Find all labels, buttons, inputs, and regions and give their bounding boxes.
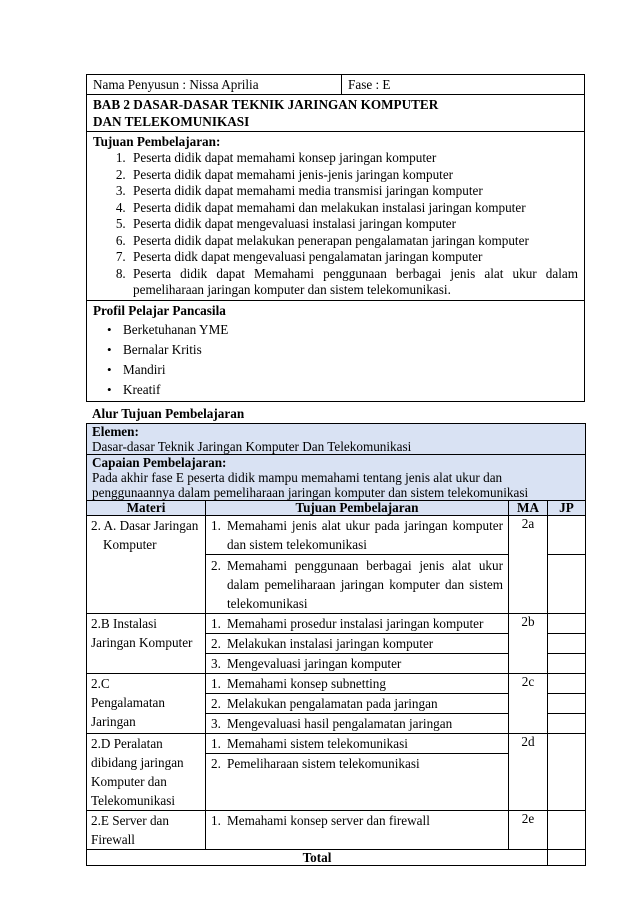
goals-cell xyxy=(206,674,509,734)
goal-item: 1. Memahami jenis alat ukur pada jaringan komputer dan sistem telekomunikasi xyxy=(211,518,503,552)
col-header-materi: Materi xyxy=(87,501,206,516)
goal-item: 1. Memahami konsep subnetting xyxy=(211,676,386,691)
objective-item: 1. Peserta didik dapat memahami konsep jaringan komputer xyxy=(129,150,578,167)
jp-cell xyxy=(548,614,586,674)
profile-heading: Profil Pelajar Pancasila xyxy=(93,302,226,318)
phase-cell: Fase : E xyxy=(342,75,585,95)
achievement-value: Pada akhir fase E peserta didik mampu memahami tentang jenis alat ukur dan penggunaannya dalam pemeliharaan jaringan komputer dan sistem telekomunikasi xyxy=(92,470,529,500)
jp-cell xyxy=(548,674,586,734)
goal-item: 1. Memahami konsep server dan firewall xyxy=(211,813,430,828)
profile-item: • Mandiri xyxy=(123,360,578,380)
objectives-list xyxy=(93,150,578,299)
achievement-label: Capaian Pembelajaran: xyxy=(92,455,227,470)
flow-table xyxy=(86,423,586,866)
element-label: Elemen: xyxy=(92,424,139,439)
jp-cell xyxy=(548,811,586,850)
materi-cell: 2.E Server dan Firewall xyxy=(87,811,206,850)
goal-item: 3. Mengevaluasi jaringan komputer xyxy=(206,653,508,673)
goals-cell xyxy=(206,516,509,614)
goal-item: 2. Melakukan pengalamatan pada jaringan xyxy=(206,693,508,713)
goal-item: 1. Memahami prosedur instalasi jaringan komputer xyxy=(211,616,484,631)
chapter-title: BAB 2 DASAR-DASAR TEKNIK JARINGAN KOMPUTER DAN TELEKOMUNIKASI xyxy=(87,95,585,132)
materi-cell: 2.C Pengalamatan Jaringan xyxy=(87,674,206,734)
ma-cell: 2d xyxy=(509,734,548,811)
objective-item: 2. Peserta didik dapat memahami jenis-jenis jaringan komputer xyxy=(129,167,578,184)
total-jp-cell xyxy=(548,850,586,866)
info-table xyxy=(86,74,585,402)
profile-list xyxy=(93,320,578,400)
objective-item: 6. Peserta didik dapat melakukan penerapan pengalamatan jaringan komputer xyxy=(129,233,578,250)
materi-cell: 2.B Instalasi Jaringan Komputer xyxy=(87,614,206,674)
materi-cell: 2.D Peralatan dibidang jaringan Komputer dan Telekomunikasi xyxy=(87,734,206,811)
goals-cell xyxy=(206,614,509,674)
profile-item: • Kreatif xyxy=(123,380,578,400)
goals-cell xyxy=(206,734,509,811)
profile-item: • Berketuhanan YME xyxy=(123,320,578,340)
profile-item: • Bernalar Kritis xyxy=(123,340,578,360)
goal-item: 2. Pemeliharaan sistem telekomunikasi xyxy=(206,753,508,773)
objective-item: 3. Peserta didik dapat memahami media transmisi jaringan komputer xyxy=(129,183,578,200)
col-header-ma: MA xyxy=(509,501,548,516)
col-header-tujuan: Tujuan Pembelajaran xyxy=(206,501,509,516)
goals-cell xyxy=(206,811,509,850)
ma-cell: 2e xyxy=(509,811,548,850)
element-value: Dasar-dasar Teknik Jaringan Komputer Dan Telekomunikasi xyxy=(92,439,412,454)
objective-item: 5. Peserta didik dapat mengevaluasi instalasi jaringan komputer xyxy=(129,216,578,233)
objective-item: 7. Peserta didk dapat mengevaluasi pengalamatan jaringan komputer xyxy=(129,249,578,266)
objectives-cell xyxy=(87,132,585,301)
objective-item: 4. Peserta didik dapat memahami dan melakukan instalasi jaringan komputer xyxy=(129,200,578,217)
flow-title: Alur Tujuan Pembelajaran xyxy=(92,406,245,421)
ma-cell: 2a xyxy=(509,516,548,614)
ma-cell: 2b xyxy=(509,614,548,674)
goal-item: 2. Memahami penggunaan berbagai jenis alat ukur dalam pemeliharaan jaringan komputer dan sistem telekomunikasi xyxy=(206,554,508,613)
jp-cell xyxy=(548,516,586,614)
objective-item: 8. Peserta didik dapat Memahami penggunaan berbagai jenis alat ukur dalam pemeliharaan jaringan komputer dan sistem telekomunikasi. xyxy=(129,266,578,299)
objectives-heading: Tujuan Pembelajaran: xyxy=(93,134,221,149)
achievement-cell xyxy=(87,455,586,501)
goal-item: 1. Memahami sistem telekomunikasi xyxy=(211,736,408,751)
col-header-jp: JP xyxy=(548,501,586,516)
ma-cell: 2c xyxy=(509,674,548,734)
element-cell xyxy=(87,424,586,455)
total-label: Total xyxy=(87,850,548,866)
jp-cell xyxy=(548,734,586,811)
goal-item: 2. Melakukan instalasi jaringan komputer xyxy=(206,633,508,653)
author-cell: Nama Penyusun : Nissa Aprilia xyxy=(87,75,342,95)
materi-cell: 2. A. Dasar Jaringan Komputer xyxy=(87,516,206,614)
profile-cell xyxy=(87,300,585,401)
goal-item: 3. Mengevaluasi hasil pengalamatan jaringan xyxy=(206,713,508,733)
